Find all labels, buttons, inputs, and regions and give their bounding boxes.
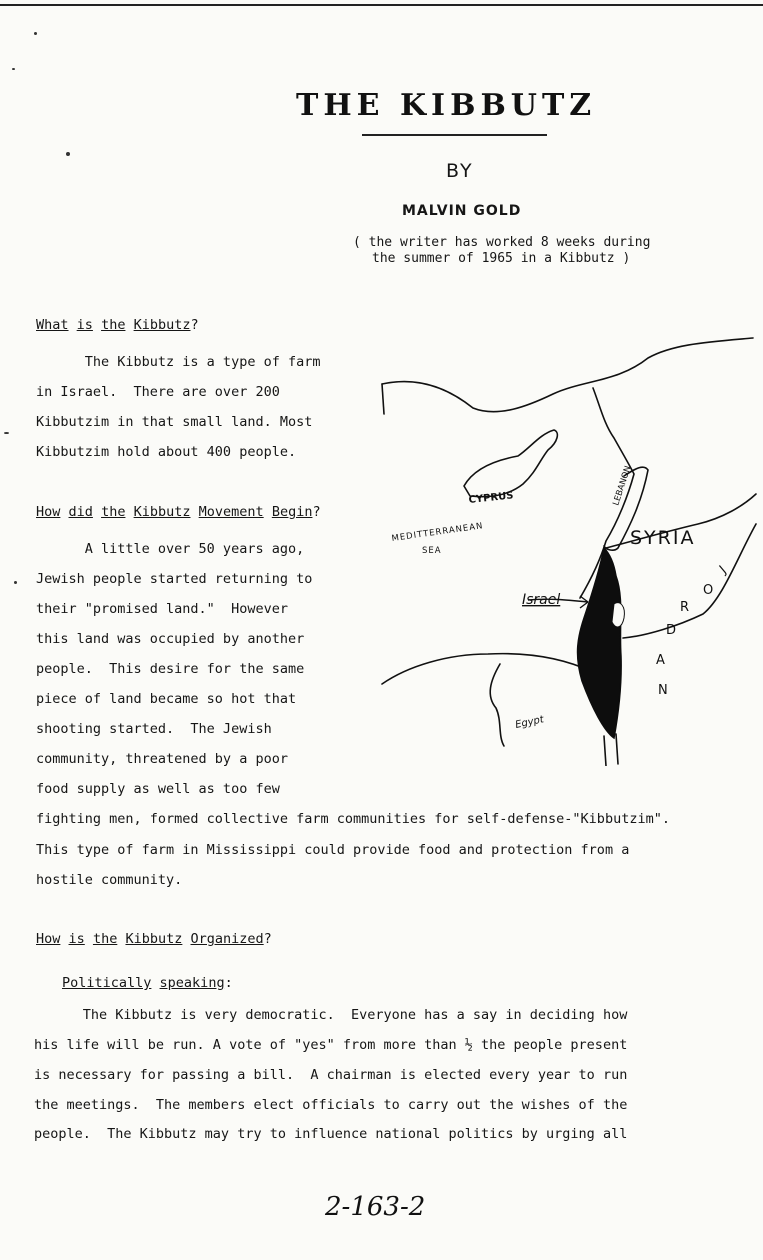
- heading-word: did: [68, 504, 93, 520]
- author-note-line: ( the writer has worked 8 weeks during: [353, 235, 651, 250]
- map-label-syria: SYRIA: [630, 527, 696, 549]
- body-text-line: The Kibbutz is very democratic. Everyone has a say in deciding how: [34, 1007, 628, 1023]
- scan-speck: [14, 581, 17, 584]
- body-text-line: people. This desire for the same: [36, 661, 305, 677]
- heading-word: is: [68, 931, 85, 947]
- body-text-line: in Israel. There are over 200: [36, 384, 280, 400]
- document-title: THE KIBBUTZ: [296, 88, 597, 123]
- heading-word: the: [92, 931, 118, 947]
- map-label-sea: MEDITTERRANEAN: [391, 521, 485, 544]
- body-text-line: Kibbutzim hold about 400 people.: [36, 444, 297, 460]
- map-label-jordan-letter: D: [666, 623, 677, 638]
- map-label-jordan-letter: A: [656, 653, 665, 668]
- subheading-politically: [62, 975, 233, 991]
- heading-word: What: [36, 317, 69, 333]
- heading-word: Kibbutz: [133, 317, 191, 333]
- body-text-line: Kibbutzim in that small land. Most: [36, 414, 313, 430]
- heading-word: Kibbutz: [125, 931, 183, 947]
- body-text-line: his life will be run. A vote of "yes" from more than ½ the people present: [34, 1037, 628, 1053]
- body-text-line: shooting started. The Jewish: [36, 721, 272, 737]
- title-underline: [362, 134, 547, 136]
- heading-word: Organized: [190, 931, 264, 947]
- egypt-coastline: [382, 654, 593, 684]
- heading-punctuation: ?: [312, 504, 321, 520]
- scan-speck: [34, 32, 37, 35]
- top-border-line: [0, 4, 763, 6]
- map-label-cyprus: CYPRUS: [468, 490, 515, 506]
- middle-east-map: [378, 336, 763, 766]
- turkey-coastline: [382, 338, 753, 412]
- byline-label: BY: [446, 160, 474, 182]
- heading-word: the: [101, 317, 126, 333]
- heading-word: How: [36, 931, 61, 947]
- author-note: [353, 235, 650, 267]
- author-note-line: the summer of 1965 in a Kibbutz ): [372, 251, 631, 266]
- body-text-line: A little over 50 years ago,: [36, 541, 305, 557]
- red-sea-line: [604, 736, 606, 766]
- body-text-line: community, threatened by a poor: [36, 751, 288, 767]
- heading-word: is: [76, 317, 93, 333]
- heading-word: Politically: [62, 975, 152, 991]
- map-label-jordan-letter: R: [680, 600, 690, 615]
- scan-speck: [66, 152, 70, 156]
- body-text-line: The Kibbutz is a type of farm: [36, 354, 321, 370]
- body-text-line: their "promised land." However: [36, 601, 288, 617]
- body-text-line: food supply as well as too few: [36, 781, 280, 797]
- body-text-line: is necessary for passing a bill. A chairman is elected every year to run: [34, 1067, 628, 1083]
- body-text-line: piece of land became so hot that: [36, 691, 297, 707]
- heading-punctuation: :: [224, 975, 233, 991]
- israel-filled-region: [578, 548, 622, 738]
- body-text-line: hostile community.: [36, 872, 183, 888]
- section-heading-what-is: [36, 317, 199, 333]
- map-label-sea: SEA: [422, 546, 442, 556]
- body-text-line: This type of farm in Mississippi could provide food and protection from a: [36, 842, 630, 858]
- section-heading-how-organized: [36, 931, 272, 947]
- scan-speck: [12, 68, 15, 70]
- map-label-lebanon: LEBANON: [611, 464, 634, 507]
- map-label-jordan-letter: J: [716, 563, 730, 578]
- heading-punctuation: ?: [263, 931, 272, 947]
- map-label-israel: Israel: [522, 592, 561, 608]
- scan-speck: [4, 432, 9, 434]
- body-text-line: people. The Kibbutz may try to influence national politics by urging all: [34, 1126, 628, 1142]
- heading-word: speaking: [159, 975, 225, 991]
- heading-word: the: [101, 504, 126, 520]
- heading-word: Kibbutz: [133, 504, 191, 520]
- map-label-egypt: Egypt: [514, 714, 545, 731]
- sinai-border: [490, 664, 504, 746]
- west-bank-inset: [612, 603, 624, 627]
- map-label-jordan-letter: N: [658, 683, 668, 698]
- body-text-line: Jewish people started returning to: [36, 571, 313, 587]
- heading-word: Movement: [198, 504, 264, 520]
- heading-punctuation: ?: [190, 317, 199, 333]
- body-text-line: the meetings. The members elect officials to carry out the wishes of the: [34, 1097, 628, 1113]
- body-text-line: fighting men, formed collective farm communities for self-defense-"Kibbutzim".: [36, 811, 670, 827]
- heading-word: Begin: [271, 504, 313, 520]
- body-text-line: this land was occupied by another: [36, 631, 305, 647]
- cyprus-outline: [464, 430, 557, 497]
- red-sea-line: [616, 734, 618, 764]
- section-heading-how-began: [36, 504, 321, 520]
- author-name: MALVIN GOLD: [402, 203, 522, 219]
- heading-word: How: [36, 504, 61, 520]
- handwritten-page-number: 2-163-2: [325, 1192, 426, 1222]
- map-label-jordan-letter: O: [703, 583, 714, 598]
- turkey-coastline: [382, 384, 384, 414]
